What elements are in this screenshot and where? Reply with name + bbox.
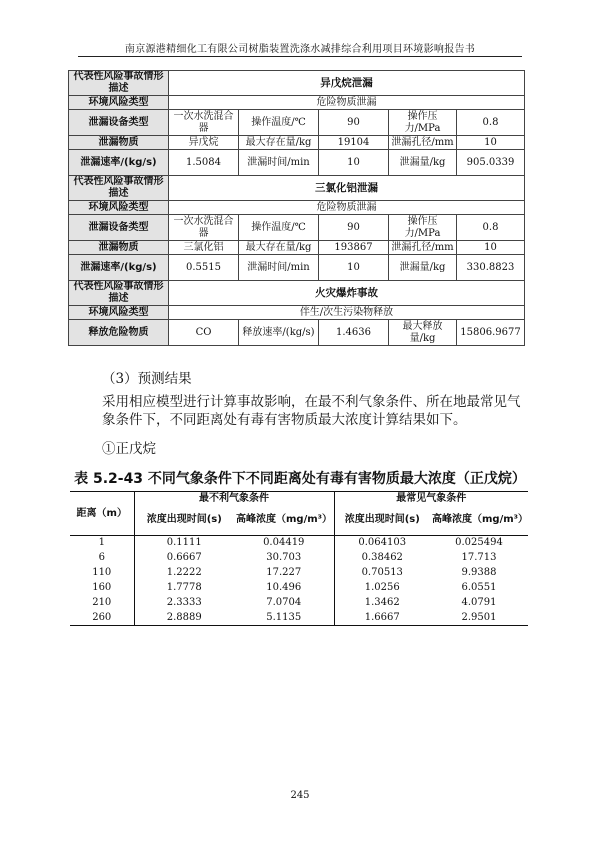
common-time-cell: 0.064103 [334, 536, 430, 551]
worst-peak-cell: 0.04419 [263, 537, 305, 549]
leak-rate-value: 1.5084 [169, 150, 239, 176]
temperature-value: 90 [319, 110, 389, 136]
col-peak-header: 高峰浓度（mg/m³） [430, 506, 528, 536]
common-peak-cell: 0.025494 [455, 537, 503, 549]
hole-value: 10 [457, 241, 525, 255]
risk-type-value: 伴生/次生污染物释放 [169, 306, 525, 320]
worst-time-cell: 1.7778 [134, 581, 234, 596]
scenario-title: 异戊烷泄漏 [169, 71, 525, 96]
distance-cell: 110 [92, 567, 112, 578]
worst-peak-cell: 10.496 [266, 582, 302, 593]
scenario-label: 代表性风险事故情形描述 [69, 281, 169, 306]
table-row [70, 596, 528, 611]
risk-type-value: 危险物质泄漏 [169, 201, 525, 215]
table-row [70, 566, 528, 581]
page-number: 245 [290, 790, 310, 801]
common-time-cell: 0.38462 [334, 551, 430, 566]
common-peak-cell: 2.9501 [430, 611, 528, 626]
scenario-label: 代表性风险事故情形描述 [69, 71, 169, 96]
release-substance-value: CO [169, 320, 239, 346]
leak-rate-label: 泄漏速率/(kg/s) [69, 255, 169, 281]
risk-type-value: 危险物质泄漏 [169, 96, 525, 110]
concentration-table [70, 491, 528, 626]
worst-peak-cell: 30.703 [266, 552, 302, 563]
page-header: 南京源港精细化工有限公司树脂装置洗涤水减排综合利用项目环境影响报告书 [124, 44, 476, 55]
col-time-header: 浓度出现时间(s) [334, 506, 430, 536]
distance-cell: 160 [92, 582, 112, 593]
common-peak-cell: 6.0551 [461, 582, 497, 593]
col-time-header: 浓度出现时间(s) [134, 506, 234, 536]
scenario-label: 代表性风险事故情形描述 [69, 176, 169, 201]
substance-label: 泄漏物质 [69, 136, 169, 150]
distance-cell: 210 [92, 597, 112, 608]
worst-weather-header: 最不利气象条件 [134, 492, 334, 506]
equipment-value: 一次水洗混合器 [169, 215, 239, 241]
worst-time-cell: 1.2222 [134, 566, 234, 581]
distance-cell: 260 [70, 611, 134, 626]
leak-rate-label: 泄漏速率/(kg/s) [69, 150, 169, 176]
pressure-value: 0.8 [457, 215, 525, 241]
worst-time-cell: 2.3333 [134, 596, 234, 611]
common-peak-cell: 4.0791 [461, 597, 497, 608]
substance-value: 异戊烷 [169, 136, 239, 150]
scenario-title: 火灾爆炸事故 [169, 281, 525, 306]
table-row [70, 536, 528, 551]
hole-label: 泄漏孔径/mm [389, 136, 457, 150]
temperature-label: 操作温度/℃ [239, 215, 319, 241]
leak-time-value: 10 [319, 150, 389, 176]
release-rate-label: 释放速率/(kg/s) [239, 320, 319, 346]
table-row [70, 581, 528, 596]
section-heading: （3）预测结果 [102, 371, 192, 387]
distance-cell: 6 [98, 552, 105, 563]
risk-type-label: 环境风险类型 [69, 306, 169, 320]
pressure-label: 操作压力/MPa [389, 110, 457, 136]
equipment-label: 泄漏设备类型 [69, 110, 169, 136]
worst-peak-cell: 7.0704 [266, 597, 302, 608]
worst-time-cell: 0.1111 [134, 536, 234, 551]
distance-header: 距离（m） [70, 492, 134, 536]
max-storage-value: 193867 [319, 241, 389, 255]
equipment-label: 泄漏设备类型 [69, 215, 169, 241]
substance-label: 泄漏物质 [69, 241, 169, 255]
leak-time-label: 泄漏时间/min [239, 255, 319, 281]
release-amount-value: 15806.9677 [457, 320, 525, 346]
temperature-label: 操作温度/℃ [239, 110, 319, 136]
release-rate-value: 1.4636 [319, 320, 389, 346]
leak-time-value: 10 [319, 255, 389, 281]
leak-rate-value: 0.5515 [169, 255, 239, 281]
common-time-cell: 1.3462 [334, 596, 430, 611]
release-substance-label: 释放危险物质 [69, 320, 169, 346]
common-peak-cell: 17.713 [461, 552, 497, 563]
leak-amount-value: 905.0339 [457, 150, 525, 176]
worst-time-cell: 0.6667 [134, 551, 234, 566]
worst-peak-cell: 5.1135 [234, 611, 334, 626]
hole-value: 10 [457, 136, 525, 150]
table-row [70, 611, 528, 626]
leak-amount-label: 泄漏量/kg [389, 255, 457, 281]
col-peak-header: 高峰浓度（mg/m³） [234, 506, 334, 536]
scenario-title: 三氯化铝泄漏 [169, 176, 525, 201]
risk-type-label: 环境风险类型 [69, 201, 169, 215]
risk-type-label: 环境风险类型 [69, 96, 169, 110]
pressure-value: 0.8 [457, 110, 525, 136]
body-paragraph: 采用相应模型进行计算事故影响，在最不利气象条件、所在地最常见气象条件下，不同距离处有毒有害物质最大浓度计算结果如下。 [102, 394, 521, 428]
max-storage-label: 最大存在量/kg [239, 241, 319, 255]
max-storage-label: 最大存在量/kg [239, 136, 319, 150]
pressure-label: 操作压力/MPa [389, 215, 457, 241]
worst-peak-cell: 17.227 [266, 567, 302, 578]
worst-time-cell: 2.8889 [134, 611, 234, 626]
leak-amount-value: 330.8823 [457, 255, 525, 281]
temperature-value: 90 [319, 215, 389, 241]
distance-cell: 1 [98, 537, 105, 549]
hole-label: 泄漏孔径/mm [389, 241, 457, 255]
common-time-cell: 0.70513 [334, 566, 430, 581]
leak-amount-label: 泄漏量/kg [389, 150, 457, 176]
common-weather-header: 最常见气象条件 [334, 492, 528, 506]
release-amount-label: 最大释放量/kg [389, 320, 457, 346]
common-peak-cell: 9.9388 [461, 567, 497, 578]
substance-value: 三氯化铝 [169, 241, 239, 255]
table-row [70, 551, 528, 566]
item-heading: ①正戊烷 [102, 441, 156, 457]
equipment-value: 一次水洗混合器 [169, 110, 239, 136]
max-storage-value: 19104 [319, 136, 389, 150]
leak-time-label: 泄漏时间/min [239, 150, 319, 176]
table-caption: 表 5.2-43 不同气象条件下不同距离处有毒有害物质最大浓度（正戊烷） [74, 471, 526, 487]
risk-scenario-table [68, 70, 525, 346]
header-divider [78, 56, 522, 57]
common-time-cell: 1.6667 [334, 611, 430, 626]
common-time-cell: 1.0256 [334, 581, 430, 596]
